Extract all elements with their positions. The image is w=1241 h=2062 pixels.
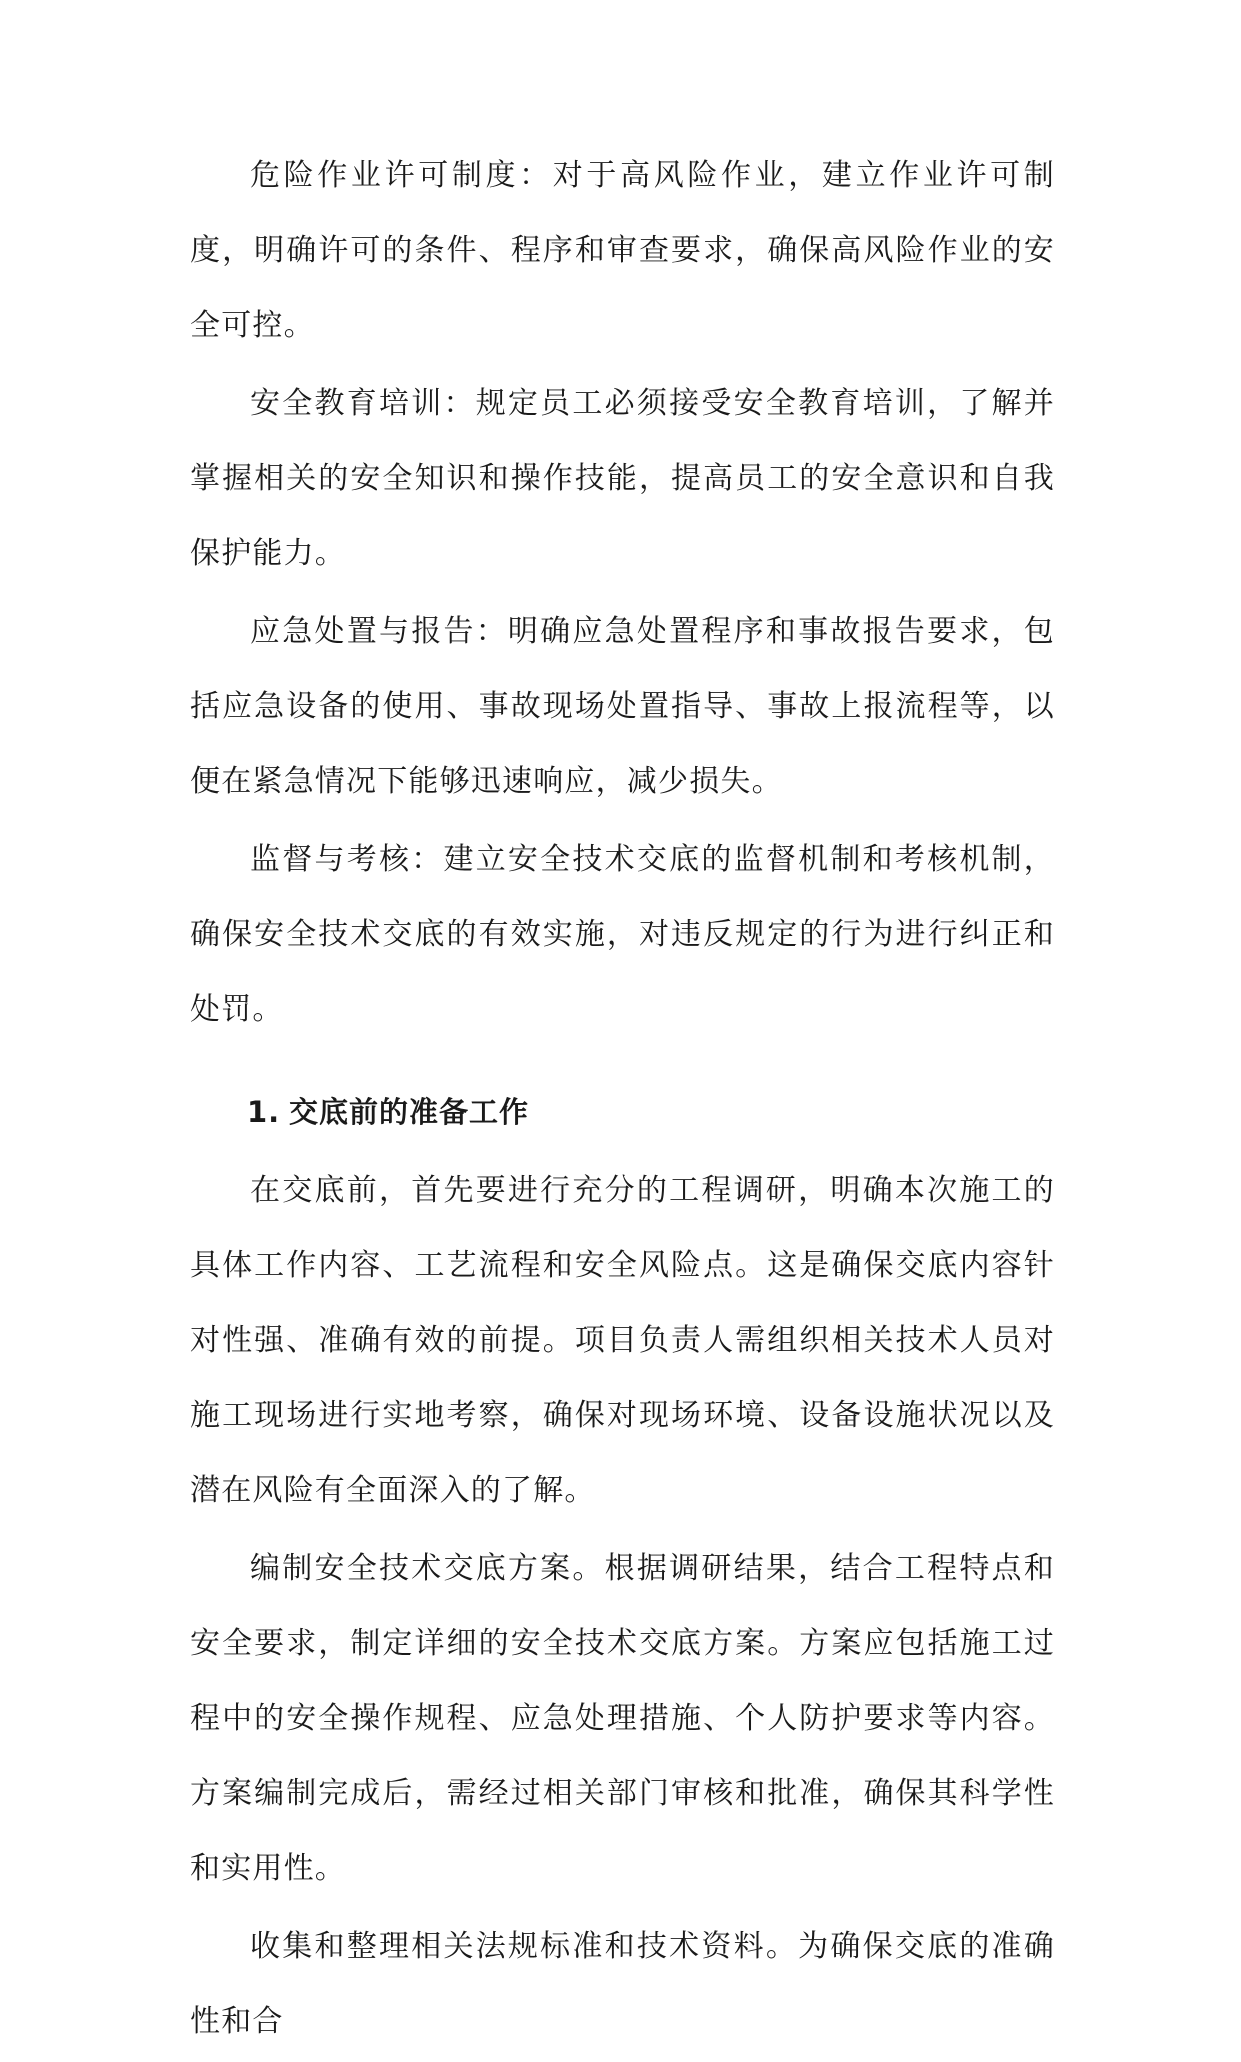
document-body [190, 138, 1055, 2062]
paragraph-safety-training: 安全教育培训：规定员工必须接受安全教育培训，了解并掌握相关的安全知识和操作技能，提高员工的安全意识和自我保护能力。 [190, 386, 1055, 571]
section-heading [190, 1075, 1055, 1150]
paragraph-briefing-plan: 编制安全技术交底方案。根据调研结果，结合工程特点和安全要求，制定详细的安全技术交底方案。方案应包括施工过程中的安全操作规程、应急处理措施、个人防护要求等内容。方案编制完成后，需经过相关部门审核和批准，确保其科学性和实用性。 [190, 1551, 1055, 1886]
section-number: 1. [247, 1095, 281, 1129]
paragraph-work-permit: 危险作业许可制度：对于高风险作业，建立作业许可制度，明确许可的条件、程序和审查要求，确保高风险作业的安全可控。 [190, 158, 1055, 343]
paragraph-site-survey: 在交底前，首先要进行充分的工程调研，明确本次施工的具体工作内容、工艺流程和安全风险点。这是确保交底内容针对性强、准确有效的前提。项目负责人需组织相关技术人员对施工现场进行实地考察，确保对现场环境、设备设施状况以及潜在风险有全面深入的了解。 [190, 1173, 1055, 1508]
section-title: 交底前的准备工作 [289, 1095, 530, 1129]
paragraph-supervision: 监督与考核：建立安全技术交底的监督机制和考核机制，确保安全技术交底的有效实施，对违反规定的行为进行纠正和处罚。 [190, 842, 1055, 1027]
paragraph-emergency-response: 应急处置与报告：明确应急处置程序和事故报告要求，包括应急设备的使用、事故现场处置指导、事故上报流程等，以便在紧急情况下能够迅速响应，减少损失。 [190, 614, 1055, 799]
paragraph-regulations: 收集和整理相关法规标准和技术资料。为确保交底的准确性和合 [190, 1929, 1055, 2039]
